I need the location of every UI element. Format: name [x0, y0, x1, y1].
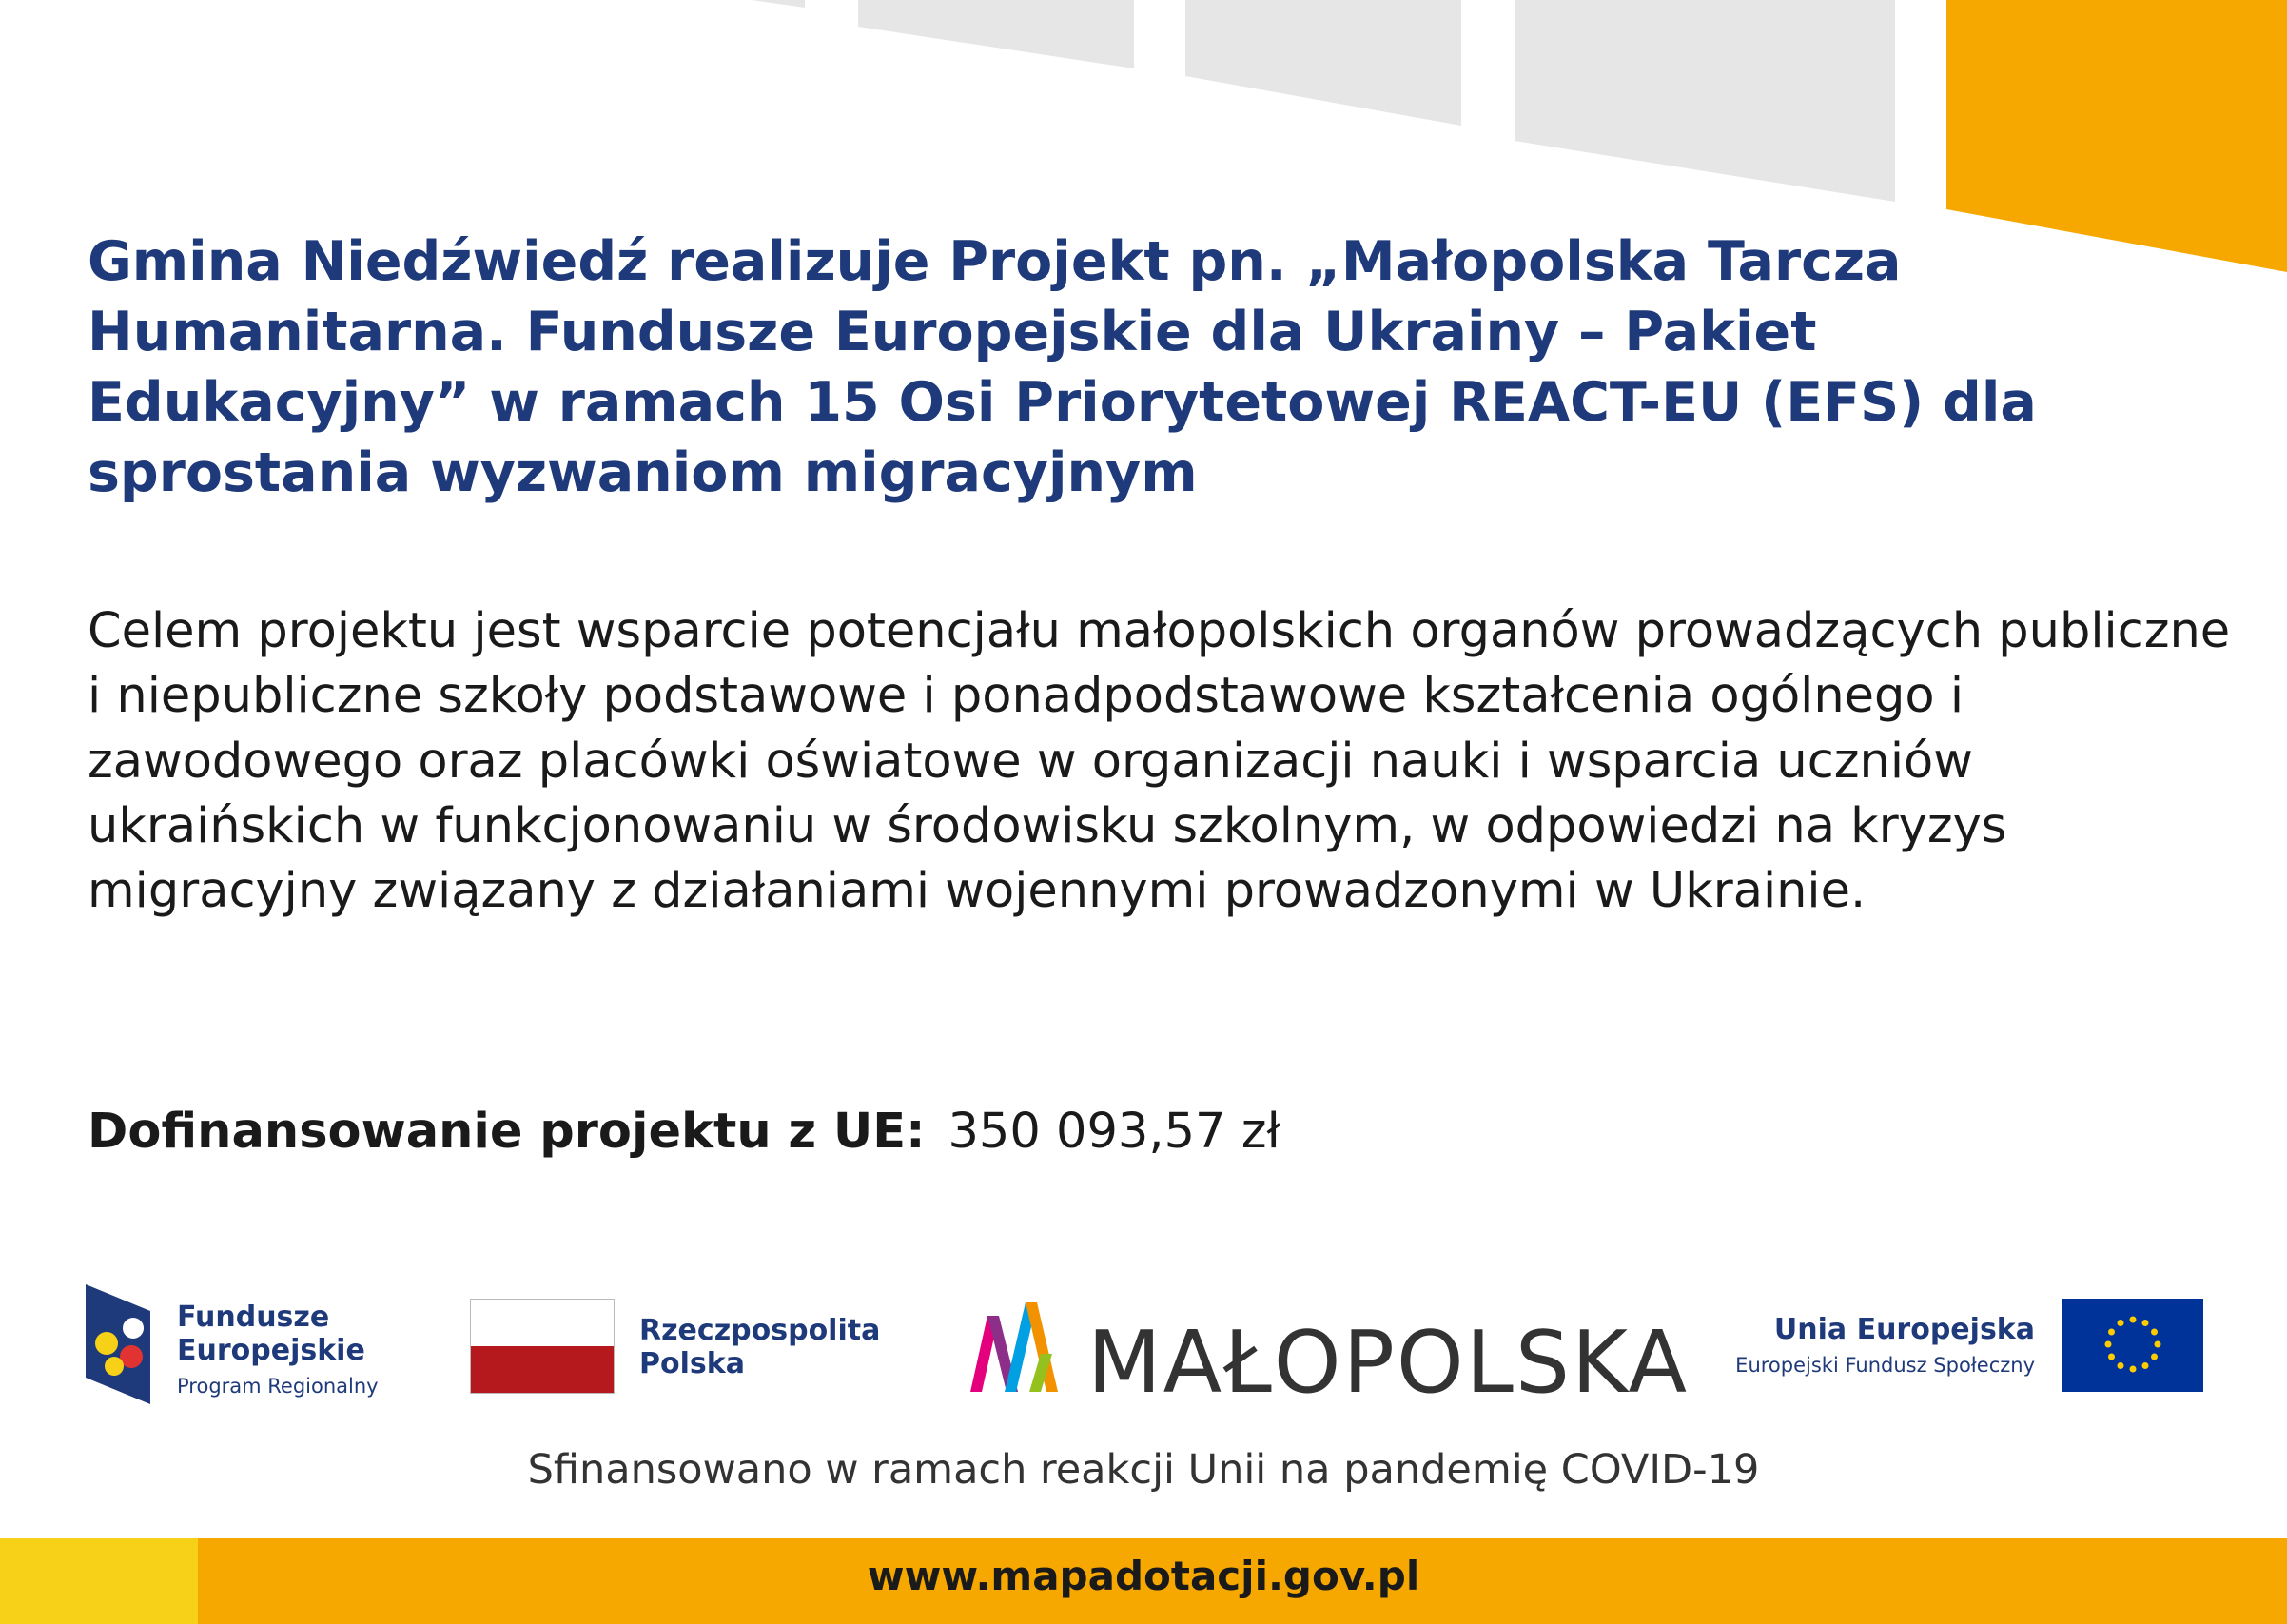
funding-amount: 350 093,57 zł [948, 1104, 1280, 1160]
ue-line-2: Europejski Fundusz Społeczny [1735, 1354, 2035, 1377]
malopolska-wordmark: MAŁOPOLSKA [1087, 1313, 1690, 1413]
eu-flag-icon [2062, 1299, 2203, 1392]
malopolska-logo-icon [970, 1297, 1065, 1396]
footer-url: www.mapadotacji.gov.pl [867, 1553, 1420, 1599]
rp-line-2: Polska [639, 1346, 745, 1380]
rzeczpospolita-text [639, 1315, 880, 1380]
funding-label: Dofinansowanie projektu z UE: [88, 1104, 926, 1160]
fundusze-europejskie-text [177, 1301, 379, 1398]
fundusze-europejskie-logo-icon [86, 1284, 150, 1404]
polish-flag-icon [470, 1299, 615, 1394]
project-description: Celem projektu jest wsparcie potencjału małopolskich organów prowadzących publiczne i niepubliczne szkoły podstawowe i ponadpodstawowe kształcenia ogólnego i zawodowego oraz placówki oświatowe w organizacji nauki i wsparcia uczniów ukraińskich w funkcjonowaniu w środowisku szkolnym, w odpowiedzi na kryzys migracyjny związany z działaniami wojennymi prowadzonymi w Ukrainie. [88, 603, 2246, 920]
funding-line [88, 1104, 1280, 1160]
project-title: Gmina Niedźwiedź realizuje Projekt pn. „Małopolska Tarcza Humanitarna. Fundusze Europejskie dla Ukrainy – Pakiet Edukacyjny” w ramach 15 Osi Priorytetowej REACT-EU (EFS) dla sprostania wyzwaniom migracyjnym [88, 230, 2056, 505]
covid-financing-note: Sfinansowano w ramach reakcji Unii na pandemię COVID-19 [527, 1446, 1760, 1494]
fe-line-1: Fundusze [177, 1301, 330, 1334]
fe-line-2: Europejskie [177, 1333, 365, 1367]
ue-line-1: Unia Europejska [1773, 1313, 2035, 1346]
fe-line-3: Program Regionalny [177, 1375, 379, 1398]
rp-line-1: Rzeczpospolita [639, 1314, 881, 1347]
unia-europejska-text [1735, 1313, 2035, 1377]
